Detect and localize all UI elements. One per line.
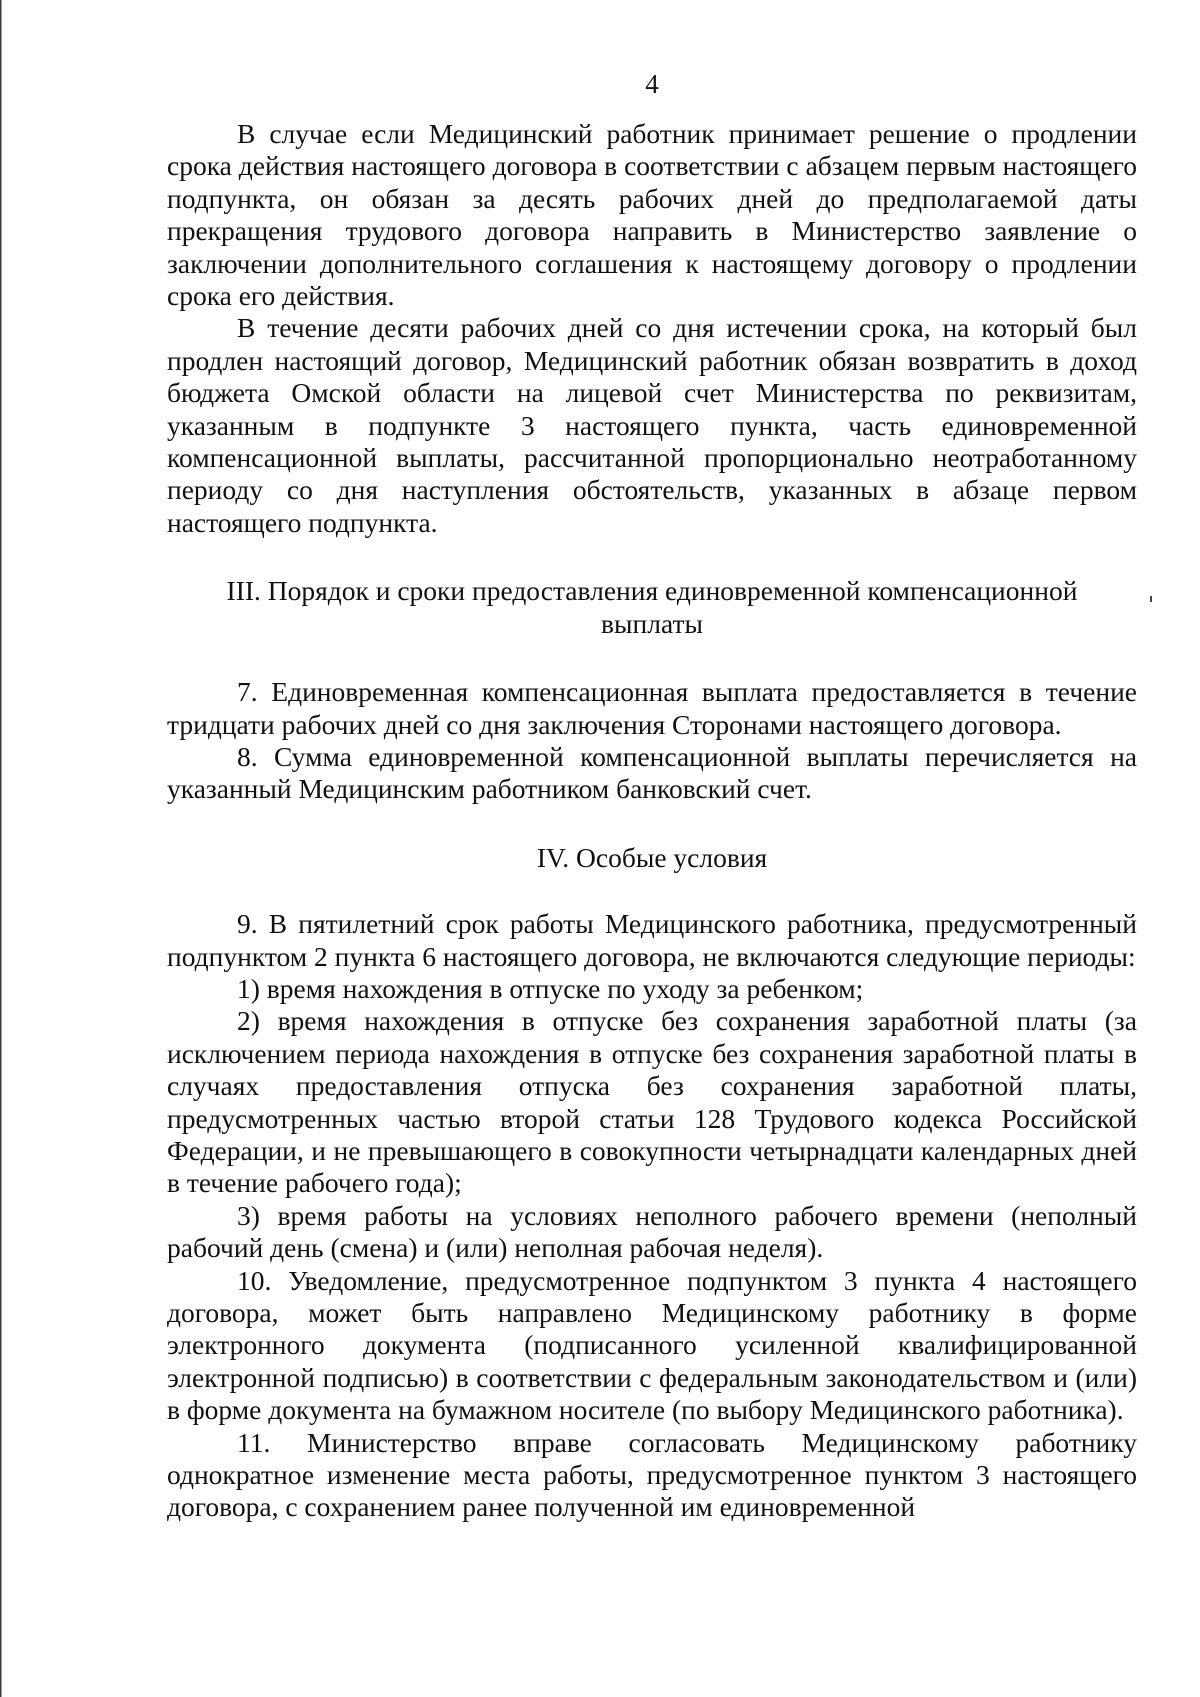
paragraph-extension-request: В случае если Медицинский работник принимает решение о продлении срока действия настоящего договора в соответствии с абзацем первым настоящего подпункта, он обязан за десять рабочих дней до предполагаемой даты прекращения трудового договора направить в Министерство заявление о заключении дополнительного соглашения к настоящему договору о продлении срока его действия.	[167, 118, 1137, 312]
section-heading-3-line1: III. Порядок и сроки предоставления единовременной компенсационной	[226, 575, 1078, 607]
paragraph-refund-obligation: В течение десяти рабочих дней со дня истечении срока, на который был продлен настоящий договор, Медицинский работник обязан возвратить в доход бюджета Омской области на лицевой счет Министерства по реквизитам, указанным в подпункте 3 настоящего пункта, часть единовременной компенсационной выплаты, рассчитанной пропорционально неотработанному периоду со дня наступления обстоятельств, указанных в абзаце первом настоящего подпункта.	[167, 312, 1137, 538]
clause-10: 10. Уведомление, предусмотренное подпунктом 3 пункта 4 настоящего договора, может быть направлено Медицинскому работнику в форме электронного документа (подписанного усиленной квалифицированной электронной подписью) в соответствии с федеральным законодательством и (или) в форме документа на бумажном носителе (по выбору Медицинского работника).	[167, 1264, 1137, 1426]
clause-7: 7. Единовременная компенсационная выплата предоставляется в течение тридцати рабочих дней со дня заключения Сторонами настоящего договора.	[167, 676, 1137, 740]
spacer	[167, 806, 1137, 842]
scan-speck	[1150, 596, 1152, 602]
document-body	[167, 118, 1137, 1524]
scan-edge-shadow	[0, 0, 6, 1697]
clause-9-item-1: 1) время нахождения в отпуске по уходу за ребенком;	[237, 972, 864, 1004]
clause-9-item-3: 3) время работы на условиях неполного рабочего времени (неполный рабочий день (смена) и (или) неполная рабочая неделя).	[167, 1199, 1137, 1264]
clause-11: 11. Министерство вправе согласовать Медицинскому работнику однократное изменение места работы, предусмотренное пунктом 3 настоящего договора, с сохранением ранее полученной им единовременной	[167, 1426, 1137, 1523]
clause-8: 8. Сумма единовременной компенсационной выплаты перечисляется на указанный Медицинским работником банковский счет.	[167, 740, 1137, 805]
clause-9: 9. В пятилетний срок работы Медицинского работника, предусмотренный подпунктом 2 пункта 6 настоящего договора, не включаются следующие периоды:	[167, 908, 1137, 972]
spacer	[167, 874, 1137, 908]
page-number: 4	[645, 69, 659, 99]
clause-9-item-2: 2) время нахождения в отпуске без сохранения заработной платы (за исключением периода нахождения в отпуске без сохранения заработной платы в случаях предоставления отпуска без сохранения заработной платы, предусмотренных частью второй статьи 128 Трудового кодекса Российской Федерации, и не превышающего в совокупности четырнадцати календарных дней в течение рабочего года);	[167, 1005, 1137, 1199]
spacer	[167, 539, 1137, 575]
section-heading-3-line2: выплаты	[601, 607, 703, 639]
spacer	[167, 640, 1137, 676]
section-heading-4: IV. Особые условия	[536, 841, 768, 873]
